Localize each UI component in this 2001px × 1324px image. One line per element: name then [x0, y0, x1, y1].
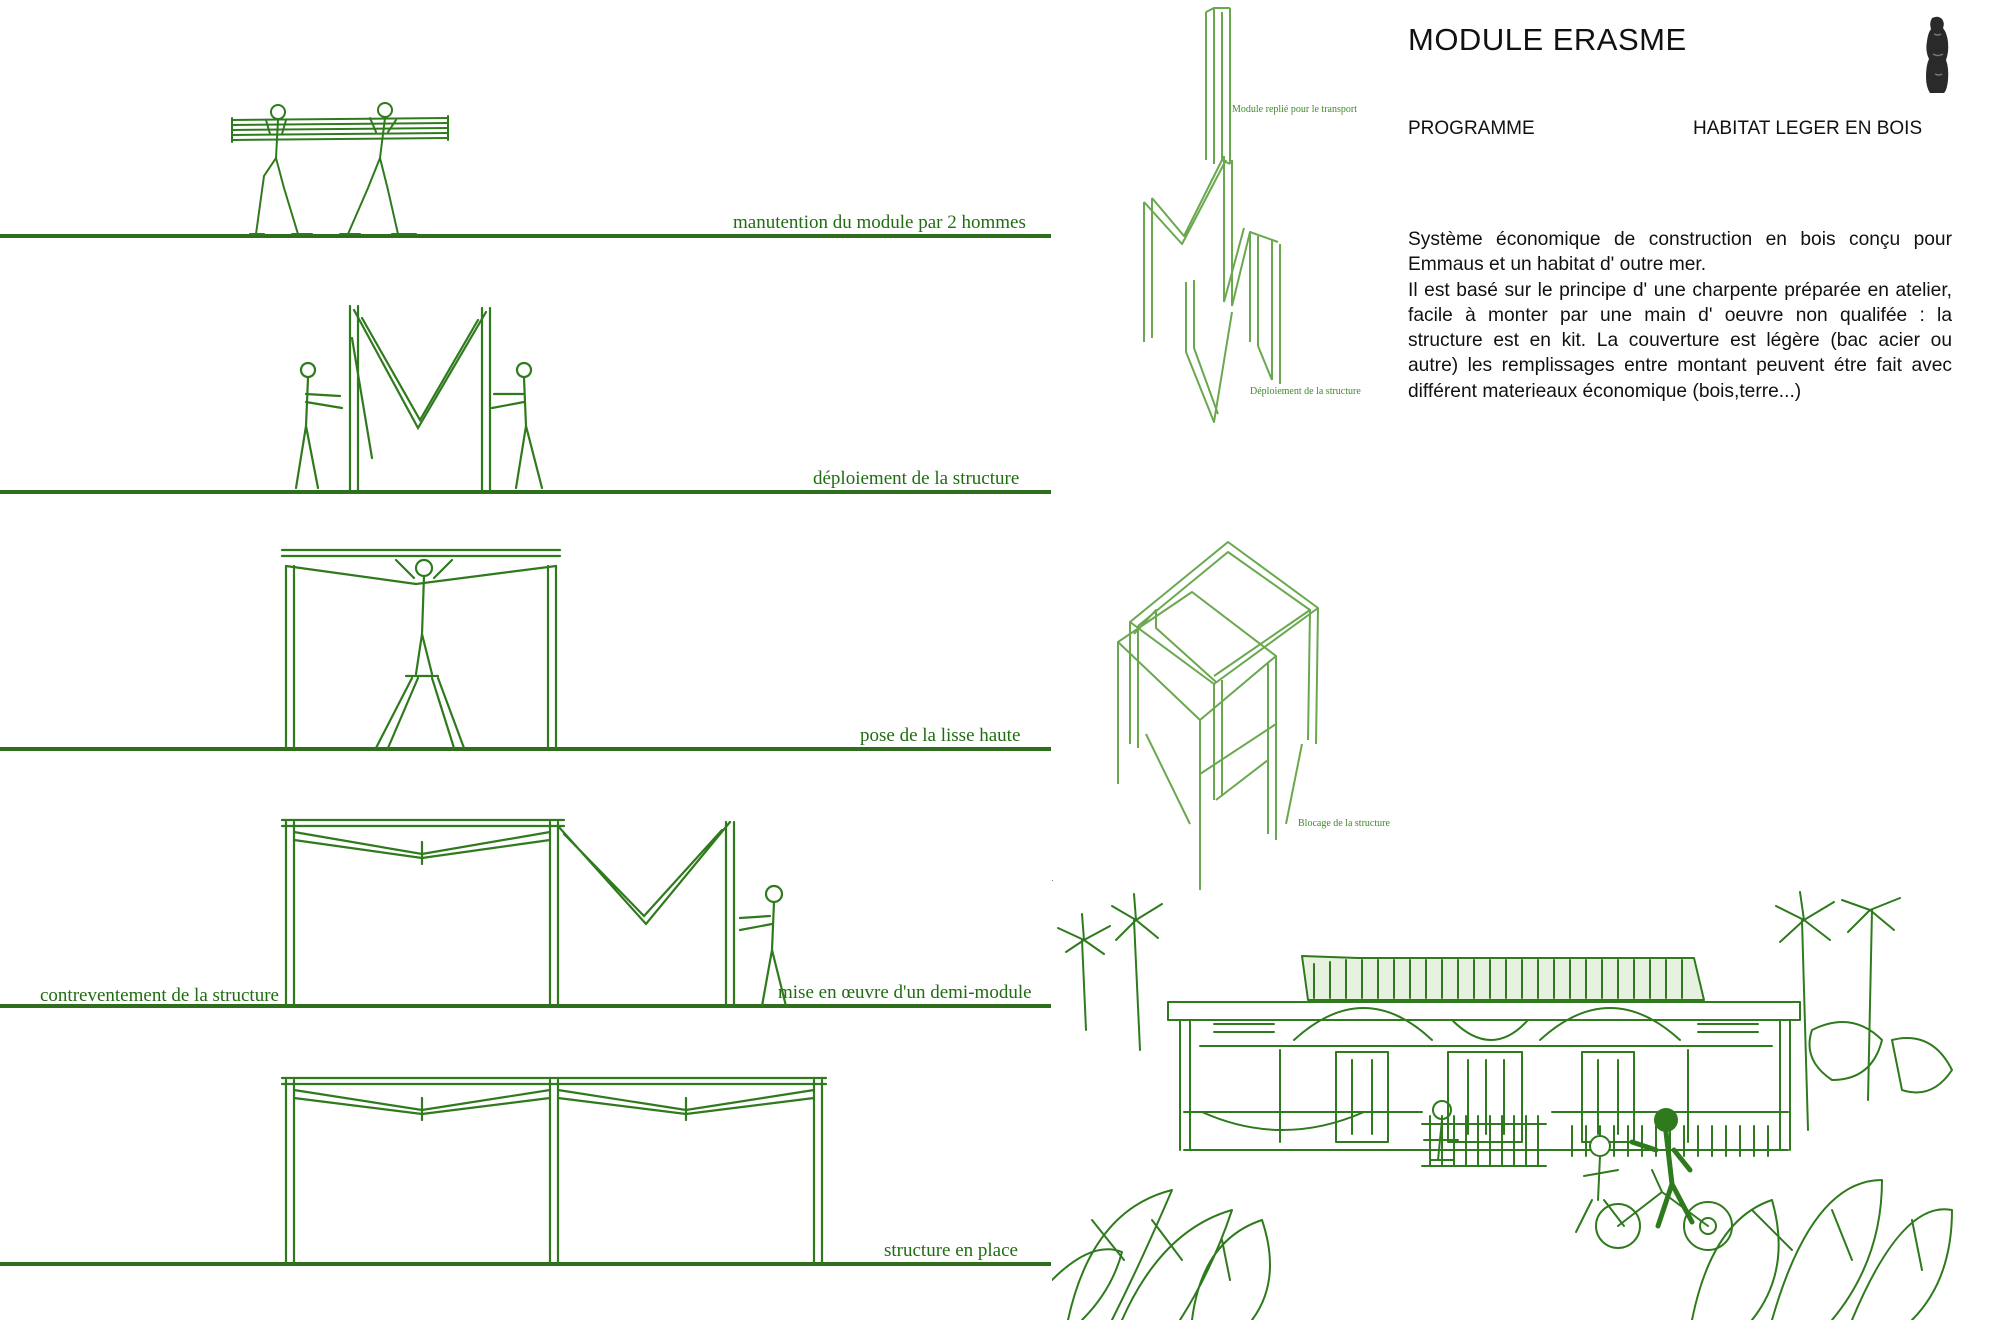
program-value: HABITAT LEGER EN BOIS	[1693, 118, 1923, 139]
folded-module-drawing	[1200, 4, 1240, 170]
step-5-illustration	[278, 1072, 830, 1266]
step-3-caption: pose de la lisse haute	[860, 725, 1021, 746]
deploy-caption: Déploiement de la structure	[1250, 386, 1361, 397]
step-1-caption: manutention du module par 2 hommes	[733, 212, 1026, 233]
ground-line-1	[0, 234, 1051, 238]
blocked-structure-drawing	[1116, 534, 1336, 894]
blocage-caption: Blocage de la structure	[1298, 818, 1390, 829]
step-4-caption-right: mise en œuvre d'un demi-module	[778, 982, 1032, 1003]
tropical-house-scene	[1052, 880, 1964, 1320]
step-2-caption: déploiement de la structure	[813, 468, 1020, 489]
page-title: MODULE ERASME	[1408, 22, 1687, 57]
bear-statue-logo	[1918, 14, 1952, 98]
program-label: PROGRAMME	[1408, 118, 1535, 139]
step-1-illustration	[220, 98, 460, 238]
step-4-caption-left: contreventement de la structure	[40, 985, 279, 1006]
step-2-illustration	[280, 298, 570, 494]
step-4-illustration	[278, 812, 798, 1008]
description-line-2: Il est basé sur le principe d' une charpente préparée en atelier, facile à monter par une main d' oeuvre non qualifée : la structure est en kit. La couverture est légère (bac acier ou autre) les remplissages entre montant peuvent étre fait avec différent materieaux économique (bois,terre...)	[1408, 279, 1952, 402]
description-line-1: Système économique de construction en bois conçu pour Emmaus et un habitat d' outre mer.	[1408, 229, 1952, 276]
step-5-caption: structure en place	[884, 1240, 1018, 1261]
description	[1408, 227, 1952, 404]
transport-caption: Module replié pour le transport	[1232, 104, 1357, 115]
step-3-illustration	[276, 544, 566, 750]
